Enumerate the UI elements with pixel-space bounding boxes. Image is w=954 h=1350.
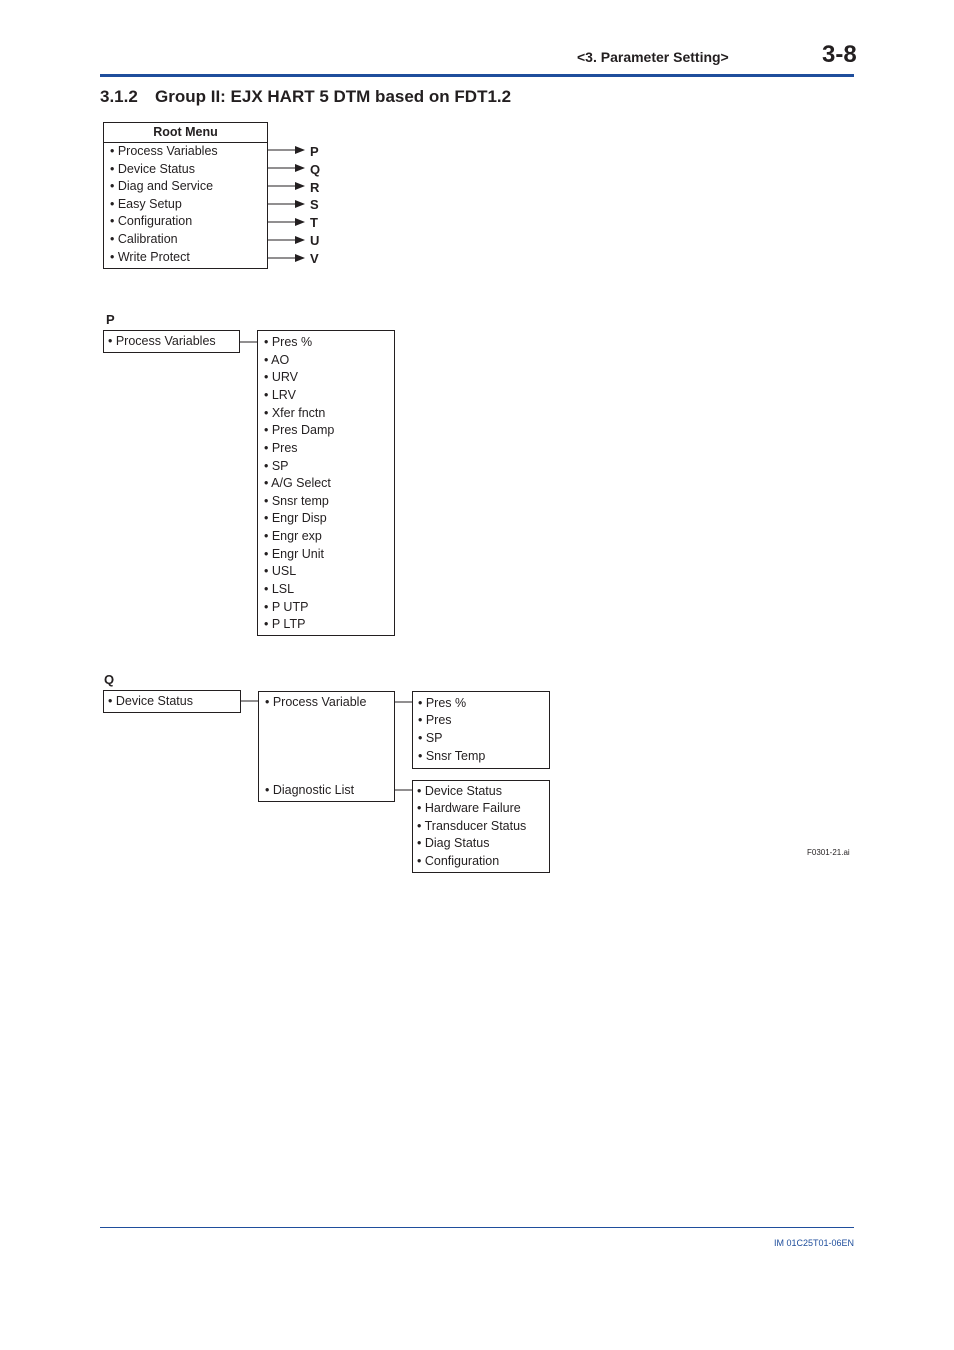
p-tree-label: P bbox=[106, 312, 115, 327]
root-menu-item-process-variables: • Process Variables bbox=[110, 144, 218, 158]
p-item-pres-pct: • Pres % bbox=[264, 335, 313, 349]
p-item-ag-select: • A/G Select bbox=[264, 476, 331, 490]
q-process-variable-box bbox=[412, 691, 550, 769]
q-pv-item-pres-pct: • Pres % bbox=[418, 696, 467, 710]
p-item-lsl: • LSL bbox=[264, 582, 295, 596]
root-menu-item-configuration: • Configuration bbox=[110, 214, 193, 228]
q-dl-item-configuration: • Configuration bbox=[417, 854, 500, 868]
q-dl-item-device-status: • Device Status bbox=[417, 784, 502, 798]
p-parent-label: • Process Variables bbox=[108, 334, 216, 348]
target-letter-r: R bbox=[310, 180, 320, 195]
q-pv-item-snsr-temp: • Snsr Temp bbox=[418, 749, 486, 763]
p-item-snsr-temp: • Snsr temp bbox=[264, 494, 329, 508]
p-item-p-utp: • P UTP bbox=[264, 600, 309, 614]
p-item-ao: • AO bbox=[264, 353, 290, 367]
target-letter-u: U bbox=[310, 233, 320, 248]
target-letter-v: V bbox=[310, 251, 319, 266]
root-menu-item-device-status: • Device Status bbox=[110, 162, 195, 176]
p-children-box bbox=[257, 330, 395, 636]
footer-doc-number: IM 01C25T01-06EN bbox=[773, 1238, 854, 1248]
p-item-engr-unit: • Engr Unit bbox=[264, 547, 324, 561]
q-dl-item-transducer-status: • Transducer Status bbox=[417, 819, 527, 833]
section-title: Group II: EJX HART 5 DTM based on FDT1.2 bbox=[155, 87, 512, 106]
running-header-section: <3. Parameter Setting> bbox=[577, 49, 729, 65]
target-letter-p: P bbox=[310, 144, 319, 159]
p-item-usl: • USL bbox=[264, 564, 297, 578]
p-item-p-ltp: • P LTP bbox=[264, 617, 306, 631]
root-menu-item-write-protect: • Write Protect bbox=[110, 250, 190, 264]
root-menu-item-easy-setup: • Easy Setup bbox=[110, 197, 182, 211]
q-tree-label: Q bbox=[104, 672, 115, 687]
q-pv-item-sp: • SP bbox=[418, 731, 443, 745]
p-item-pres: • Pres bbox=[264, 441, 298, 455]
q-mid-item-diagnostic-list: • Diagnostic List bbox=[265, 783, 355, 797]
p-item-engr-exp: • Engr exp bbox=[264, 529, 322, 543]
p-item-pres-damp: • Pres Damp bbox=[264, 423, 335, 437]
p-item-urv: • URV bbox=[264, 370, 299, 384]
section-number: 3.1.2 bbox=[100, 87, 138, 106]
target-letter-q: Q bbox=[310, 162, 321, 177]
p-parent-box bbox=[103, 330, 240, 353]
q-diagnostic-list-box bbox=[412, 780, 550, 873]
target-letter-s: S bbox=[310, 197, 319, 212]
root-menu-item-calibration: • Calibration bbox=[110, 232, 178, 246]
q-parent-box bbox=[103, 690, 241, 713]
p-item-engr-disp: • Engr Disp bbox=[264, 511, 327, 525]
figure-id: F0301-21.ai bbox=[807, 848, 850, 857]
target-letter-t: T bbox=[310, 215, 318, 230]
q-mid-box bbox=[258, 691, 395, 802]
page-number: 3-8 bbox=[822, 41, 857, 68]
root-menu-title: Root Menu bbox=[153, 125, 218, 139]
p-item-sp: • SP bbox=[264, 459, 289, 473]
q-dl-item-hardware-failure: • Hardware Failure bbox=[417, 801, 521, 815]
footer-rule bbox=[100, 1227, 854, 1228]
q-pv-item-pres: • Pres bbox=[418, 713, 452, 727]
p-item-lrv: • LRV bbox=[264, 388, 296, 402]
q-mid-item-process-variable: • Process Variable bbox=[265, 695, 367, 709]
root-menu-title-rule bbox=[104, 142, 267, 143]
root-menu-item-diag-and-service: • Diag and Service bbox=[110, 179, 214, 193]
p-item-xfer-fnctn: • Xfer fnctn bbox=[264, 406, 326, 420]
root-menu-box bbox=[103, 122, 268, 269]
q-parent-label: • Device Status bbox=[108, 694, 193, 708]
q-dl-item-diag-status: • Diag Status bbox=[417, 836, 490, 850]
